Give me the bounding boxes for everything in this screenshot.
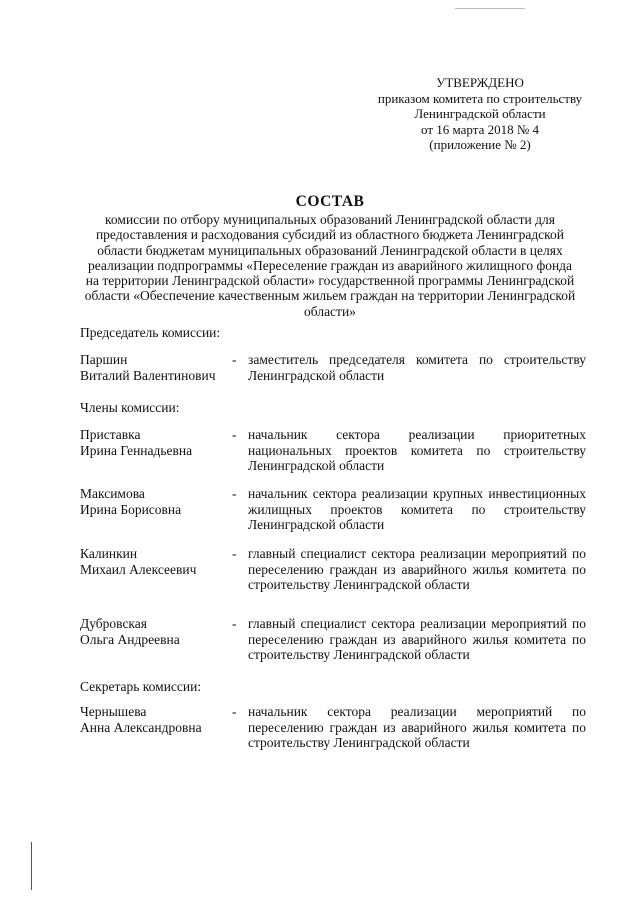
member-role: начальник сектора реализации мероприятий по переселению граждан из аварийного жилья комитета по строительству Ленинградской области [248,704,586,750]
scan-mark [455,8,525,9]
member-surname: Калинкин [80,546,138,561]
approval-heading: УТВЕРЖДЕНО [436,75,524,90]
dash-separator: - [232,427,237,442]
member-given-name: Ольга Андреевна [80,631,180,647]
member-role: начальник сектора реализации крупных инвестиционных жилищных проектов комитета по строительству Ленинградской области [248,486,586,532]
member-name [80,486,225,517]
member-surname: Максимова [80,486,145,501]
member-name [80,546,225,577]
approval-region: Ленинградской области [414,106,546,121]
approval-appendix: (приложение № 2) [429,137,531,152]
member-given-name: Михаил Алексеевич [80,561,197,577]
dash-separator: - [232,352,237,367]
member-surname: Дубровская [80,616,147,631]
member-surname: Паршин [80,352,128,367]
section-members: Члены комиссии: [80,400,180,415]
scan-margin-line [31,842,32,890]
approval-date: от 16 марта 2018 № 4 [420,121,539,137]
section-chair: Председатель комиссии: [80,325,221,340]
member-surname: Чернышева [80,704,147,719]
member-given-name: Ирина Борисовна [80,501,182,517]
member-given-name: Ирина Геннадьевна [80,442,193,458]
member-name [80,616,225,647]
dash-separator: - [232,616,237,631]
approval-stamp [365,75,595,153]
member-role: заместитель председателя комитета по строительству Ленинградской области [248,352,586,383]
document-subtitle: комиссии по отбору муниципальных образований Ленинградской области для предоставления и расходования субсидий из областного бюджета Ленинградской области бюджетам муниципальных образований Ленинградской области в целях реализации подпрограммы «Переселение граждан из аварийного жилищного фонда на территории Ленинградской области» государственной программы Ленинградской области «Обеспечение качественным жильем граждан на территории Ленинградской области» [84,212,576,319]
member-role: главный специалист сектора реализации мероприятий по переселению граждан из аварийного жилья комитета по строительству Ленинградской области [248,616,586,662]
member-name [80,427,225,458]
dash-separator: - [232,546,237,561]
member-surname: Приставка [80,427,141,442]
member-name [80,352,225,383]
member-given-name: Анна Александровна [80,719,202,735]
member-given-name: Виталий Валентинович [80,367,216,383]
dash-separator: - [232,486,237,501]
approval-order: приказом комитета по строительству [377,90,583,106]
dash-separator: - [232,704,237,719]
member-role: начальник сектора реализации приоритетных национальных проектов комитета по строительству Ленинградской области [248,427,586,473]
member-role: главный специалист сектора реализации мероприятий по переселению граждан из аварийного жилья комитета по строительству Ленинградской области [248,546,586,592]
section-secretary: Секретарь комиссии: [80,679,202,694]
member-name [80,704,225,735]
document-title: СОСТАВ [295,193,365,210]
